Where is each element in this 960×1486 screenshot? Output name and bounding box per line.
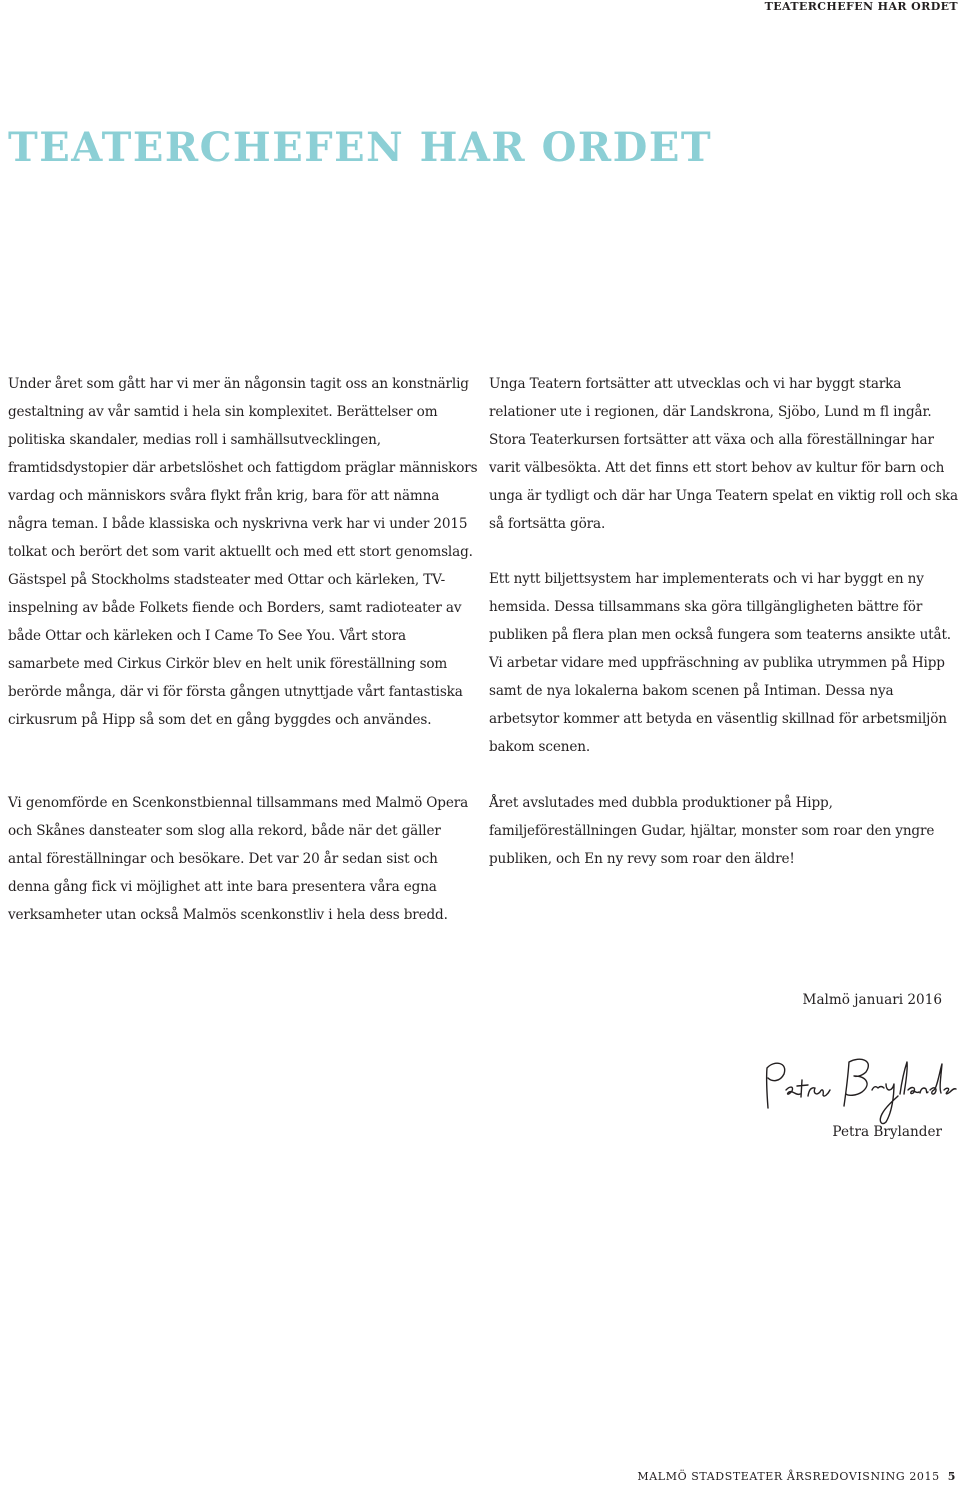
signoff-place-date: Malmö januari 2016 <box>802 992 942 1008</box>
left-column-block-1 <box>8 370 478 734</box>
page-number: 5 <box>947 1470 956 1483</box>
body-paragraph: Ett nytt biljettsystem har implementerats och vi har byggt en ny hemsida. Dessa tillsammans ska göra tillgängligheten bättre för publiken på flera plan men också fungera som teaterns ansikte utåt. Vi arbetar vidare med uppfräschning av publika utrymmen på Hipp samt de nya lokalerna bakom scenen på Intiman. Dessa nya arbetsytor kommer att betyda en väsentlig skillnad för arbetsmiljön bakom scenen. <box>489 571 951 755</box>
running-header: TEATERCHEFEN HAR ORDET <box>764 0 958 13</box>
right-column-block-2 <box>489 565 959 761</box>
left-column-block-2 <box>8 789 478 929</box>
page-title: TEATERCHEFEN HAR ORDET <box>8 124 713 171</box>
body-paragraph: Vi genomförde en Scenkonstbiennal tillsammans med Malmö Opera och Skånes dansteater som slog alla rekord, både när det gäller antal föreställningar och besökare. Det var 20 år sedan sist och denna gång fick vi möjlighet att inte bara presentera våra egna verksamheter utan också Malmös scenkonstliv i hela dess bredd. <box>8 795 469 923</box>
page-footer <box>637 1470 956 1484</box>
right-column-block-3 <box>489 789 959 873</box>
footer-publication: MALMÖ STADSTEATER ÅRSREDOVISNING 2015 <box>637 1470 940 1483</box>
signoff-name: Petra Brylander <box>832 1124 942 1140</box>
body-paragraph: Under året som gått har vi mer än någonsin tagit oss an konstnärlig gestaltning av vår samtid i hela sin komplexitet. Berättelser om politiska skandaler, medias roll i samhällsutvecklingen, framtidsdystopier där arbetslöshet och fattigdom präglar människors vardag och människors svåra flykt från krig, bara för att nämna några teman. I både klassiska och nyskrivna verk har vi under 2015 tolkat och berört det som varit aktuellt och med ett stort genomslag. Gästspel på Stockholms stadsteater med Ottar och kärleken, TV-inspelning av både Folkets fiende och Borders, samt radioteater av både Ottar och kärleken och I Came To See You. Vårt stora samarbete med Cirkus Cirkör blev en helt unik föreställning som berörde många, där vi för första gången utnyttjade vårt fantastiska cirkusrum på Hipp så som det en gång byggdes och användes. <box>8 376 478 728</box>
right-column-block-1 <box>489 370 959 538</box>
body-paragraph: Unga Teatern fortsätter att utvecklas och vi har byggt starka relationer ute i regionen, där Landskrona, Sjöbo, Lund m fl ingår. Stora Teaterkursen fortsätter att växa och alla föreställningar har varit välbesökta. Att det finns ett stort behov av kultur för barn och unga är tydligt och där har Unga Teatern spelat en viktig roll och ska så fortsätta göra. <box>489 376 958 532</box>
body-paragraph: Året avslutades med dubbla produktioner på Hipp, familjeföreställningen Gudar, hjältar, monster som roar den yngre publiken, och En ny revy som roar den äldre! <box>489 795 935 867</box>
